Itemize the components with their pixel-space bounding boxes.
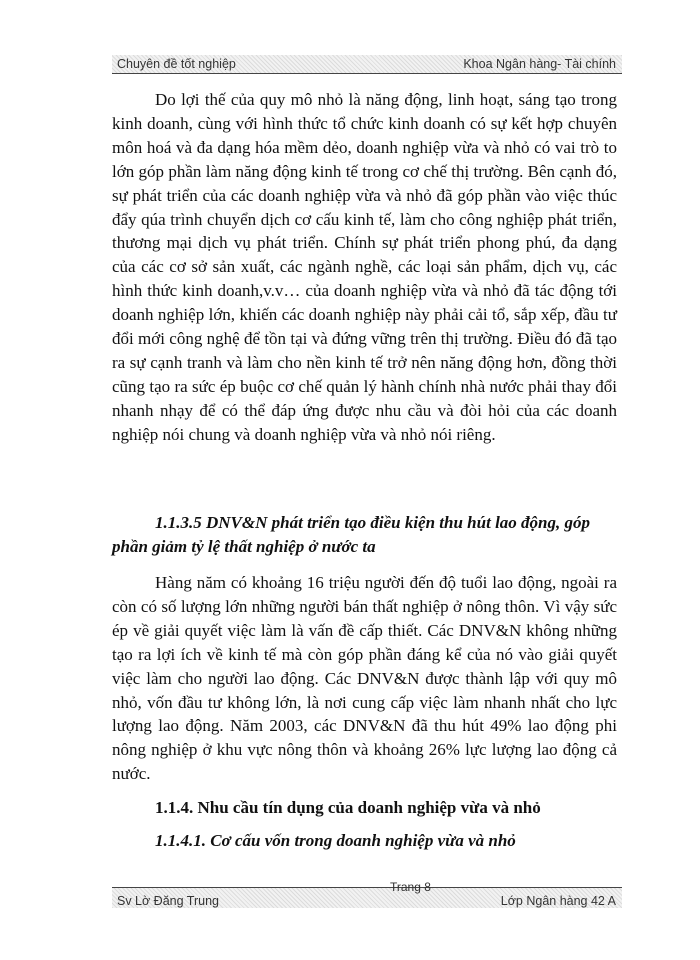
footer-author: Sv Lờ Đăng Trung [117,894,220,908]
page-header [112,55,622,74]
page-footer [112,880,622,908]
section-heading-1.1.3.5: 1.1.3.5 DNV&N phát triển tạo điều kiện thu hút lao động, góp phần giảm tỷ lệ thất nghiệp ở nước ta [112,513,590,556]
footer-class: Lớp Ngân hàng 42 A [500,894,616,908]
header-left-text: Chuyên đề tốt nghiệp [117,57,236,71]
section-heading-1.1.4.1: 1.1.4.1. Cơ cấu vốn trong doanh nghiệp vừa và nhỏ [155,831,516,850]
section-heading-1.1.4: 1.1.4. Nhu cầu tín dụng của doanh nghiệp vừa và nhỏ [155,798,541,817]
body-paragraph-1: Do lợi thế của quy mô nhỏ là năng động, linh hoạt, sáng tạo trong kinh doanh, cùng với hình thức tổ chức kinh doanh có sự kết hợp chuyên môn hoá và đa dạng hóa mềm dẻo, doanh nghiệp vừa và nhỏ có vai trò to lớn góp phần làm năng động kinh tế trong cơ chế thị trường. Bên cạnh đó, sự phát triển của các doanh nghiệp vừa và nhỏ đã góp phần vào việc thúc đẩy qúa trình chuyển dịch cơ cấu kinh tế, làm cho công nghiệp phát triển, thương mại dịch vụ phát triển. Chính sự phát triển phong phú, đa dạng của các cơ sở sản xuất, các ngành nghề, các loại sản phẩm, dịch vụ, các hình thức kinh doanh,v.v… của doanh nghiệp vừa và nhỏ đã tác động tới doanh nghiệp lớn, khiến các doanh nghiệp này phải cải tổ, sắp xếp, đầu tư đổi mới công nghệ để tồn tại và đứng vững trên thị trường. Điều đó đã tạo ra sự cạnh tranh và làm cho nền kinh tế trở nên năng động hơn, đồng thời cũng tạo ra sức ép buộc cơ chế quản lý hành chính nhà nước phải thay đổi nhanh nhạy để có thể đáp ứng được nhu cầu và đòi hỏi của các doanh nghiệp nói chung và doanh nghiệp vừa và nhỏ nói riêng. [112,90,617,444]
page-number: Trang 8 [390,880,431,894]
header-right-text: Khoa Ngân hàng- Tài chính [463,57,616,71]
body-paragraph-2: Hàng năm có khoảng 16 triệu người đến độ tuổi lao động, ngoài ra còn có số lượng lớn những người bán thất nghiệp ở nông thôn. Vì vậy sức ép về giải quyết việc làm là vấn đề cấp thiết. Các DNV&N không những tạo ra lợi ích về kinh tế mà còn góp phần đáng kể của nó vào giải quyết việc làm cho người lao động. Các DNV&N được thành lập với quy mô nhỏ, vốn đầu tư không lớn, là nơi cung cấp việc làm nhanh nhất cho lực lượng lao động. Năm 2003, các DNV&N đã thu hút 49% lao động phi nông nghiệp ở khu vực nông thôn và khoảng 26% lực lượng lao động cả nước. [112,573,617,784]
